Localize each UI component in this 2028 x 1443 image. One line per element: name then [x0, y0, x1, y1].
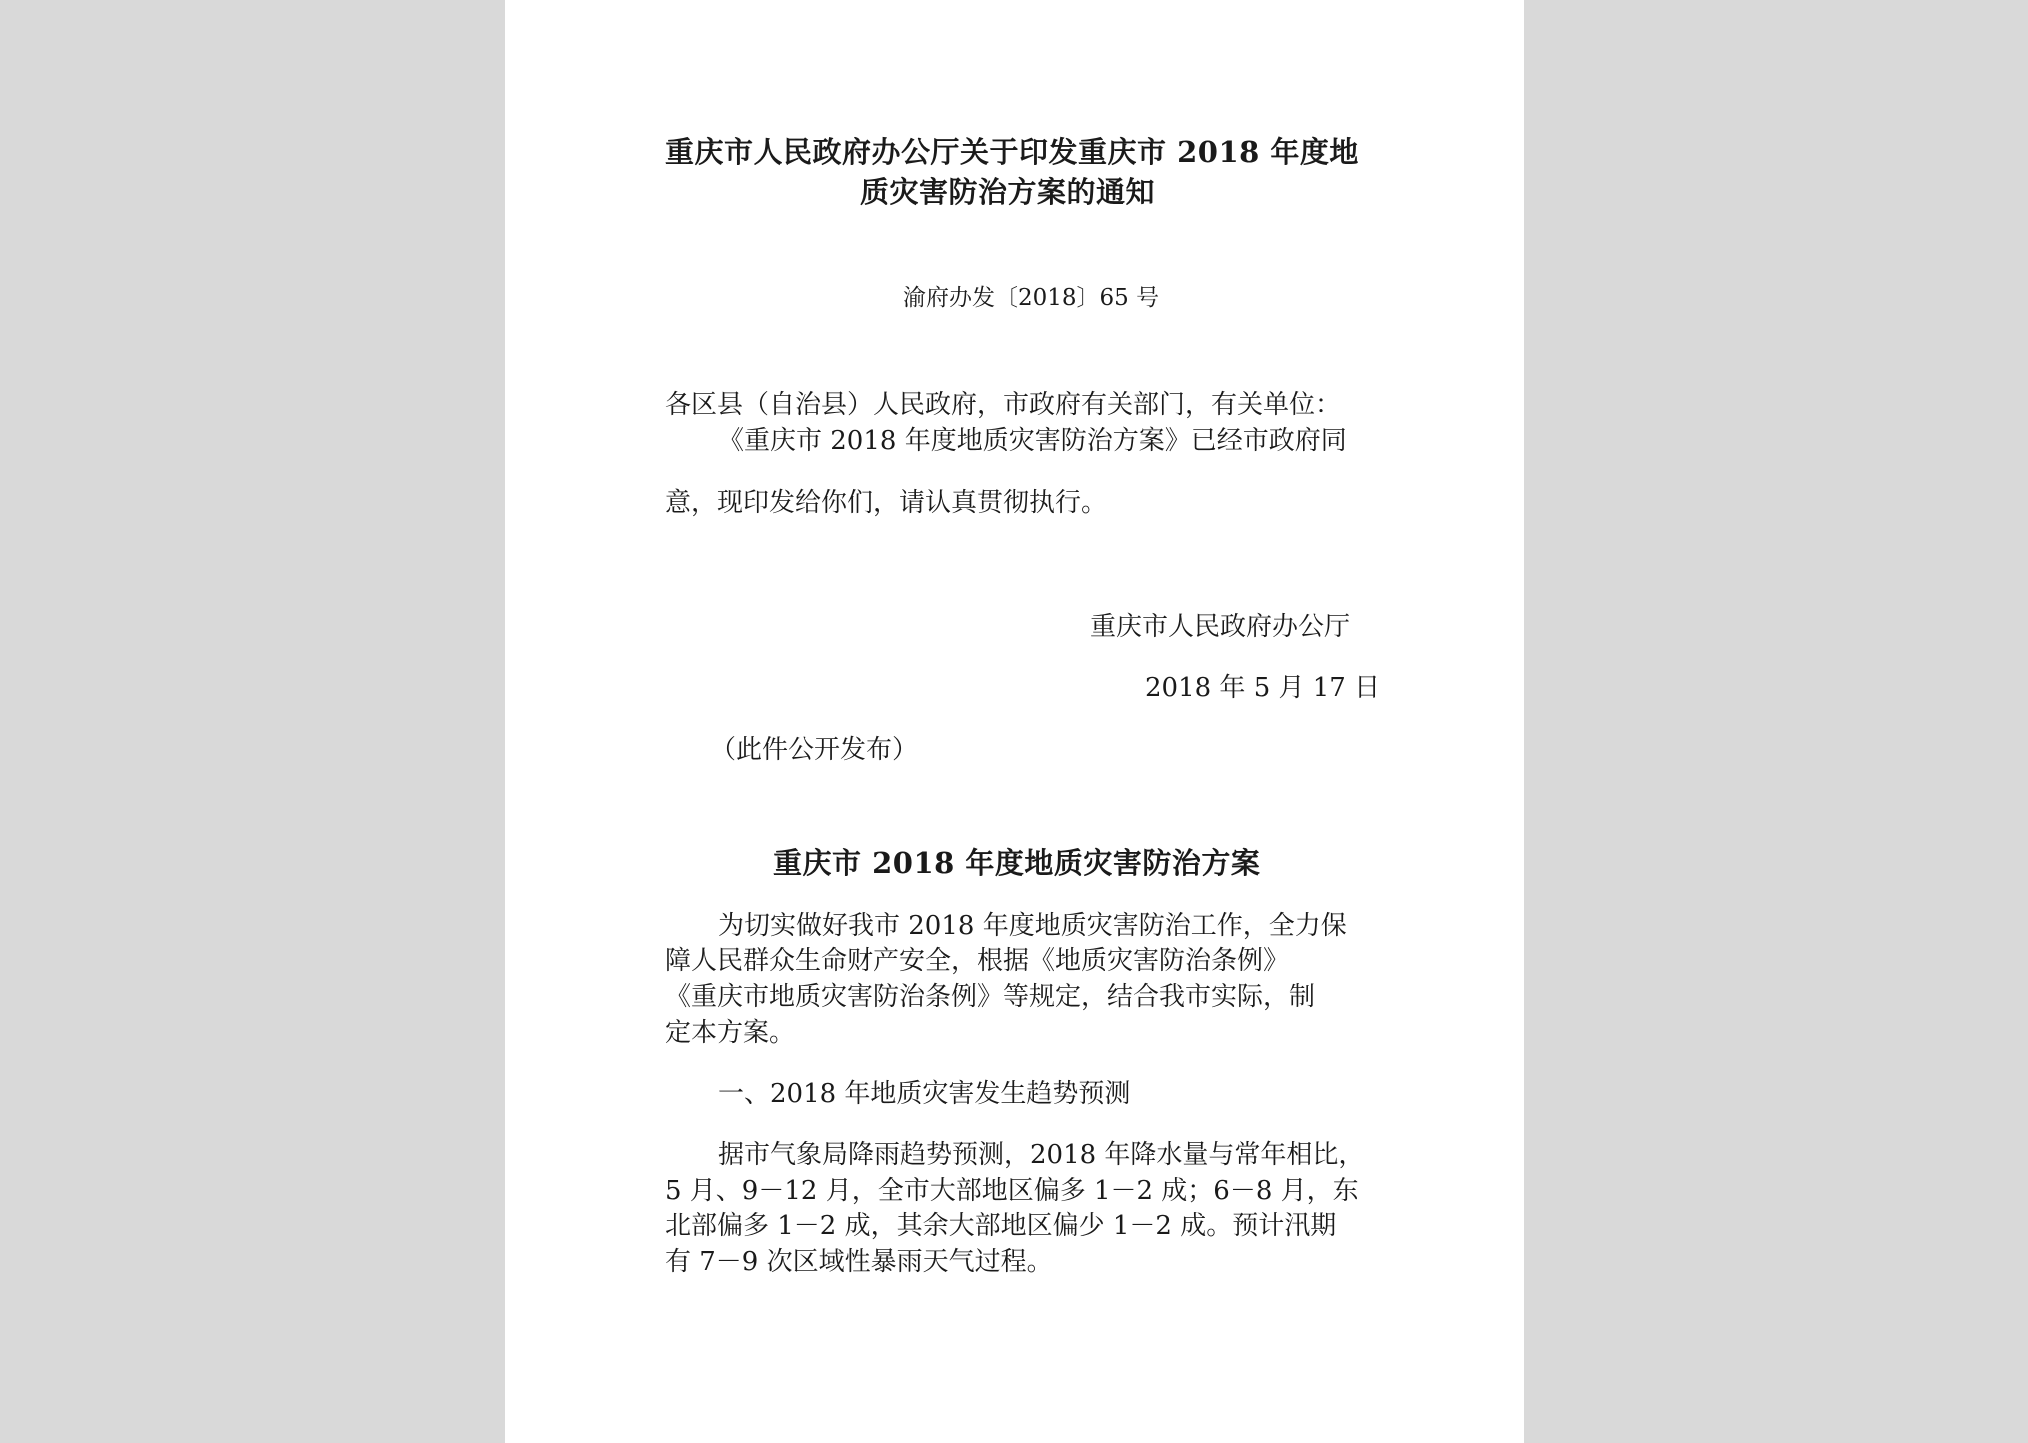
notice-title-line-1: 重庆市人民政府办公厅关于印发重庆市 2018 年度地	[665, 135, 1359, 169]
notice-title-line-2: 质灾害防治方案的通知	[860, 175, 1156, 209]
issue-date: 2018 年 5 月 17 日	[1145, 673, 1381, 703]
section-1-line: 有 7－9 次区域性暴雨天气过程。	[665, 1247, 1053, 1277]
document-number: 渝府办发〔2018〕65 号	[903, 285, 1160, 311]
section-1-line: 北部偏多 1－2 成，其余大部地区偏少 1－2 成。预计汛期	[665, 1211, 1337, 1241]
plan-intro-line: 障人民群众生命财产安全，根据《地质灾害防治条例》	[665, 946, 1290, 976]
plan-title: 重庆市 2018 年度地质灾害防治方案	[773, 846, 1261, 880]
plan-intro-line: 为切实做好我市 2018 年度地质灾害防治工作，全力保	[718, 911, 1347, 941]
notice-body-line-2: 意，现印发给你们，请认真贯彻执行。	[665, 488, 1108, 518]
issuer: 重庆市人民政府办公厅	[1090, 612, 1351, 642]
section-1-line: 据市气象局降雨趋势预测，2018 年降水量与常年相比，	[718, 1140, 1365, 1170]
section-1-heading: 一、2018 年地质灾害发生趋势预测	[718, 1079, 1131, 1109]
plan-intro-line: 定本方案。	[665, 1018, 796, 1048]
document-page	[505, 0, 1524, 1443]
notice-body-line-1: 《重庆市 2018 年度地质灾害防治方案》已经市政府同	[718, 426, 1347, 456]
plan-intro-line: 《重庆市地质灾害防治条例》等规定，结合我市实际，制	[665, 982, 1316, 1012]
addressees: 各区县（自治县）人民政府，市政府有关部门，有关单位：	[665, 390, 1342, 420]
section-1-line: 5 月、9－12 月，全市大部地区偏多 1－2 成；6－8 月，东	[665, 1176, 1359, 1206]
release-note: （此件公开发布）	[710, 735, 919, 765]
